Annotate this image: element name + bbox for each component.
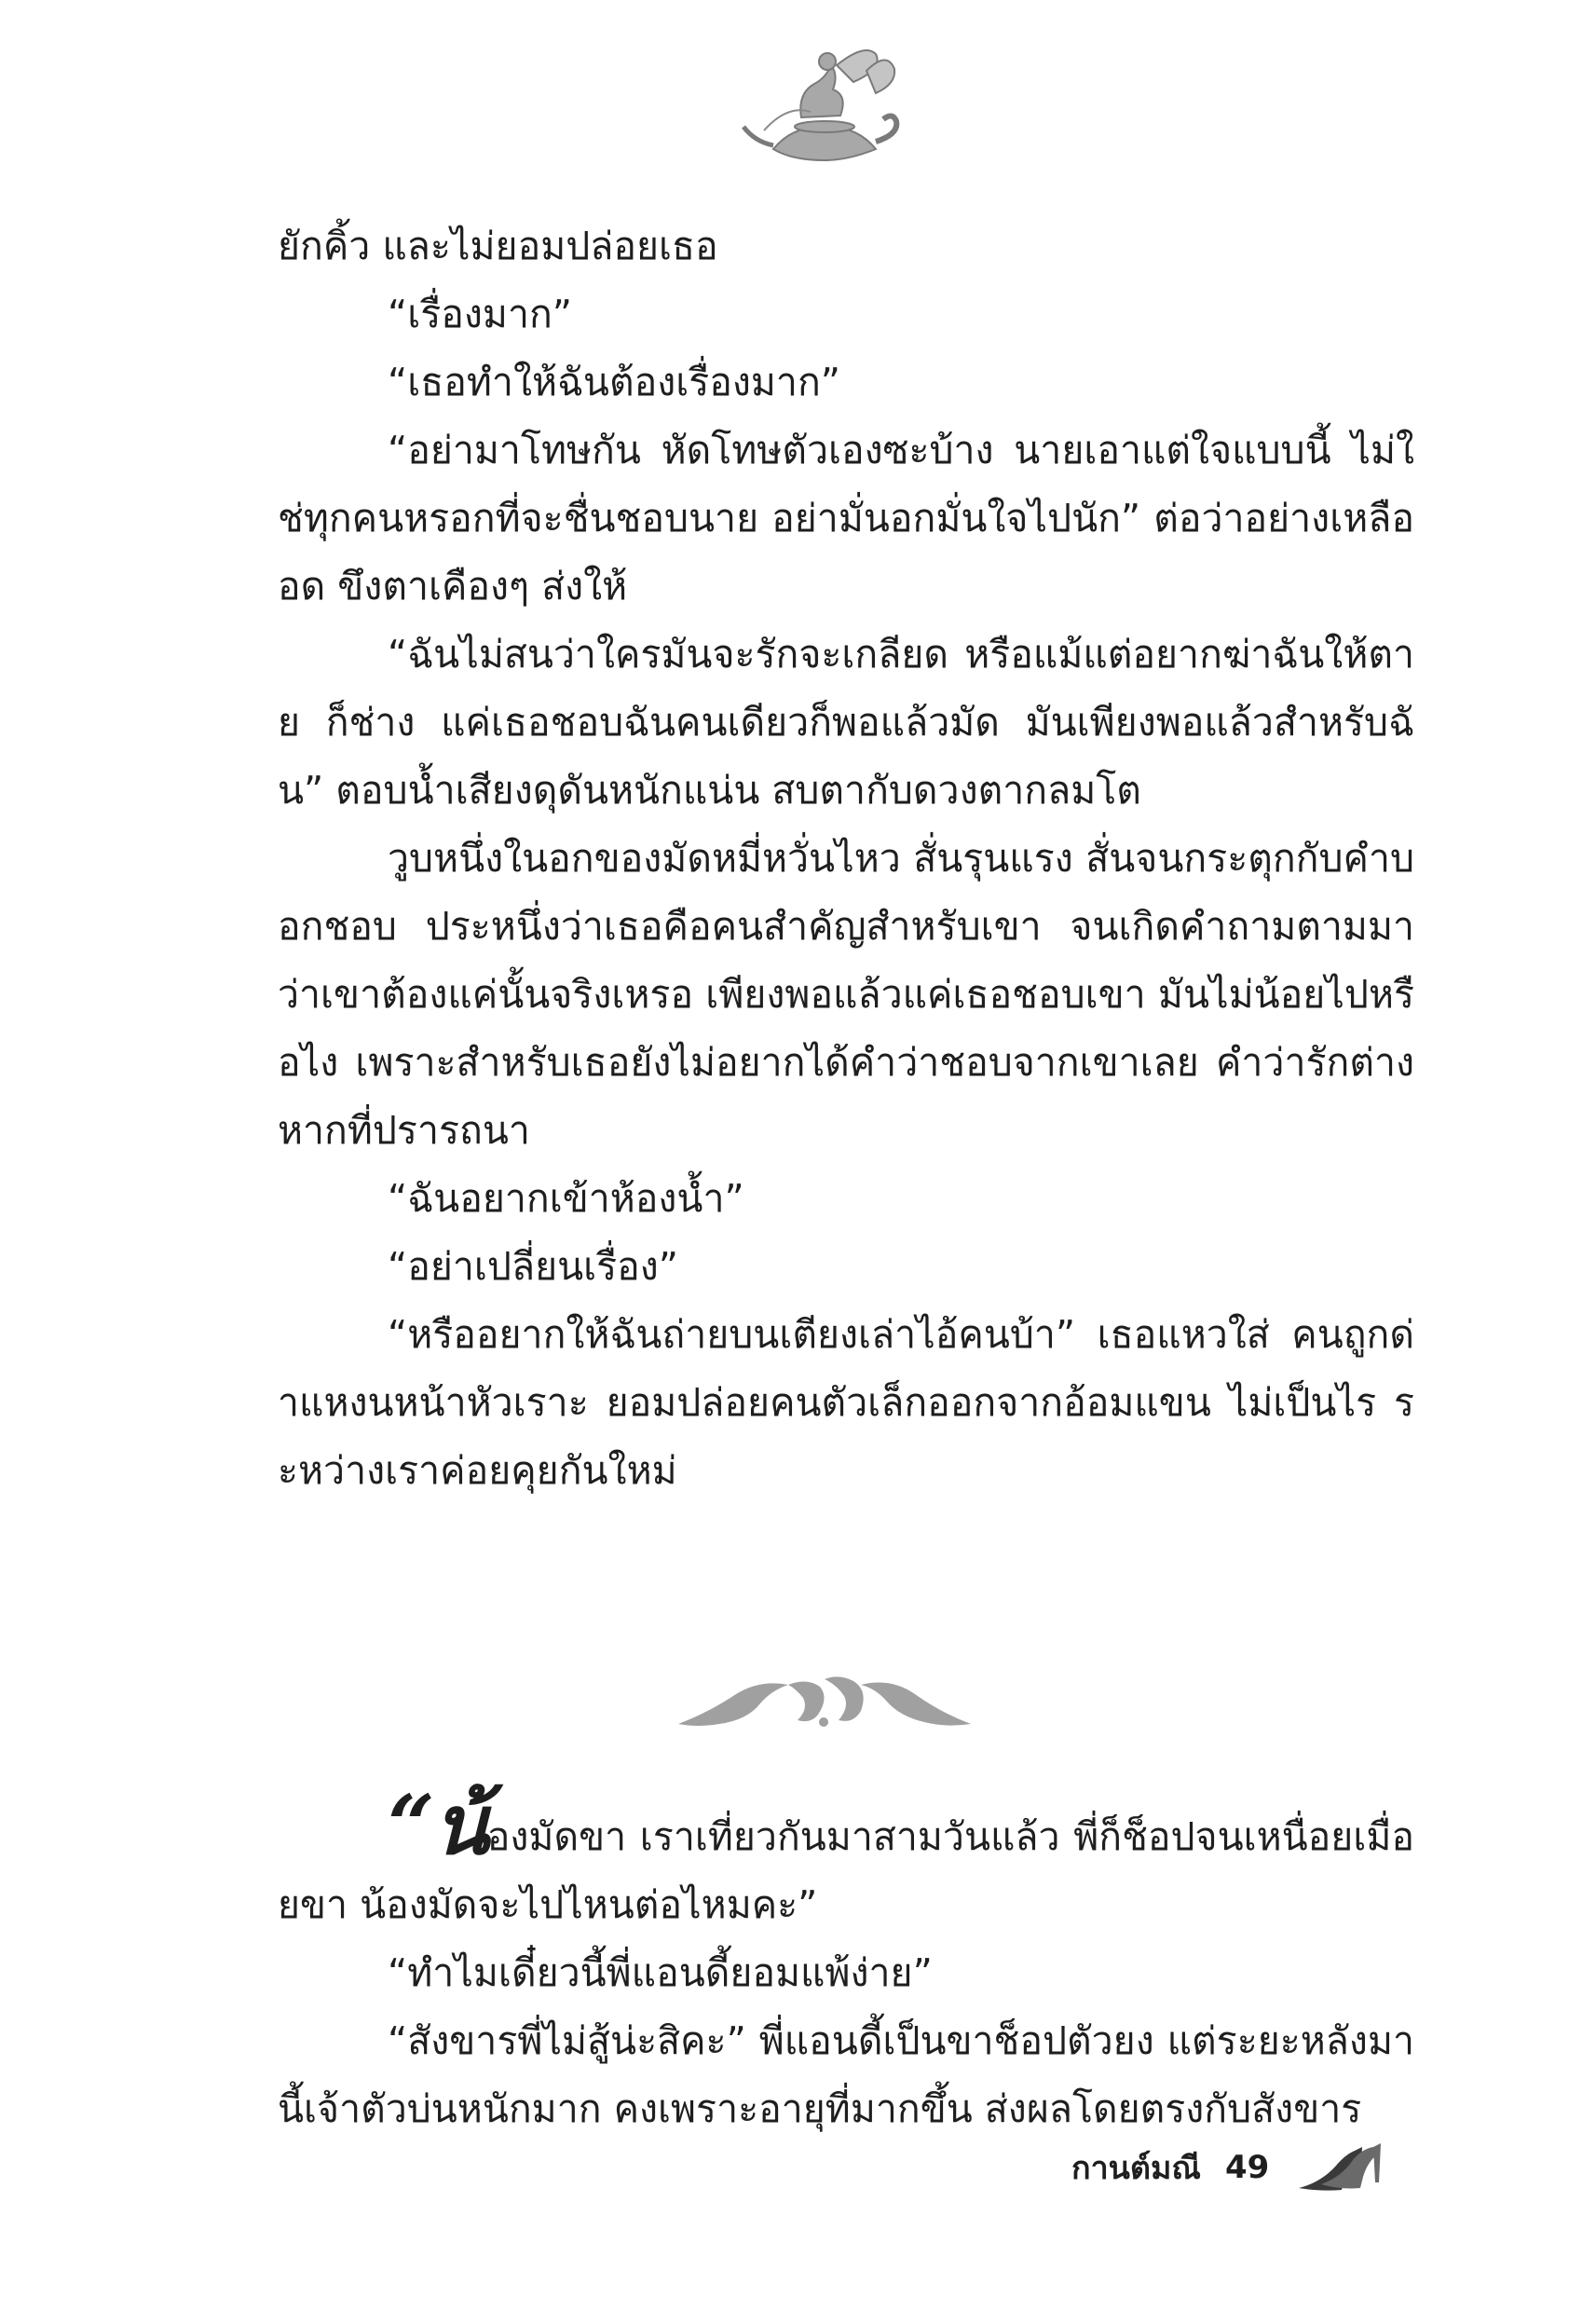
body-section-2 [278,1776,1414,2143]
teapot-fairy-ornament-icon [736,37,913,177]
paragraph: ยักคิ้ว และไม่ยอมปล่อยเธอ [278,224,718,268]
paragraph: “ฉันอยากเข้าห้องน้ำ” [388,1176,744,1221]
paragraph: วูบหนึ่งในอกของมัดหมี่หวั่นไหว สั่นรุนแรง สั่นจนกระตุกกับคำบอกชอบ ประหนึ่งว่าเธอคือคนสำคัญสำหรับเขา จนเกิดคำถามตามมา ว่าเขาต้องแค่นั้นจริงเหรอ เพียงพอแล้วแค่เธอชอบเขา มันไม่น้อยไปหรือไง เพราะสำหรับเธอยังไม่อยากได้คำว่าชอบจากเขาเลย คำว่ารักต่างหากที่ปรารถนา [278,836,1414,1153]
paragraph: “เธอทำให้ฉันต้องเรื่องมาก” [388,360,841,404]
page-footer [1071,2140,1386,2195]
page-number: 49 [1224,2149,1270,2186]
high-heels-icon [1293,2141,1386,2194]
paragraph: “อย่าเปลี่ยนเรื่อง” [388,1244,679,1289]
body-section-1 [278,212,1414,1505]
paragraph: “สังขารพี่ไม่สู้น่ะสิคะ” พี่แอนดี้เป็นขาช็อปตัวยง แต่ระยะหลังมานี้เจ้าตัวบ่นหนักมาก คงเพราะอายุที่มากขึ้น ส่งผลโดยตรงกับสังขาร [278,2018,1414,2131]
paragraph: “เรื่องมาก” [388,292,573,336]
paragraph: “ฉันไม่สนว่าใครมันจะรักจะเกลียด หรือแม้แต่อยากฆ่าฉันให้ตาย ก็ช่าง แค่เธอชอบฉันคนเดียวก็พอแล้วมัด มันเพียงพอแล้วสำหรับฉัน” ตอบน้ำเสียงดุดันหนักแน่น สบตากับดวงตากลมโต [278,632,1414,813]
paragraph: “หรืออยากให้ฉันถ่ายบนเตียงเล่าไอ้คนบ้า” เธอแหวใส่ คนถูกด่าแหงนหน้าหัวเราะ ยอมปล่อยคนตัวเล็กออกจากอ้อมแขน ไม่เป็นไร ระหว่างเราค่อยคุยกันใหม่ [278,1312,1414,1493]
dropcap-paragraph-rest: องมัดขา เราเที่ยวกันมาสามวันแล้ว พี่ก็ช็อปจนเหนื่อยเมื่อยขา น้องมัดจะไปไหนต่อไหมคะ” [278,1814,1414,1927]
paragraph-dropcap [278,1776,1414,1939]
footer-title: กานต์มณี [1071,2150,1201,2187]
paragraph: “ทำไมเดี๋ยวนี้พี่แอนดี้ยอมแพ้ง่าย” [388,1950,933,1995]
flourish-divider-icon [671,1666,978,1741]
paragraph: “อย่ามาโทษกัน หัดโทษตัวเองซะบ้าง นายเอาแต่ใจแบบนี้ ไม่ใช่ทุกคนหรอกที่จะชื่นชอบนาย อย่ามั่นอกมั่นใจไปนัก” ต่อว่าอย่างเหลืออด ขึงตาเคืองๆ ส่งให้ [278,428,1414,609]
dropcap: “น้ [388,1776,487,1873]
